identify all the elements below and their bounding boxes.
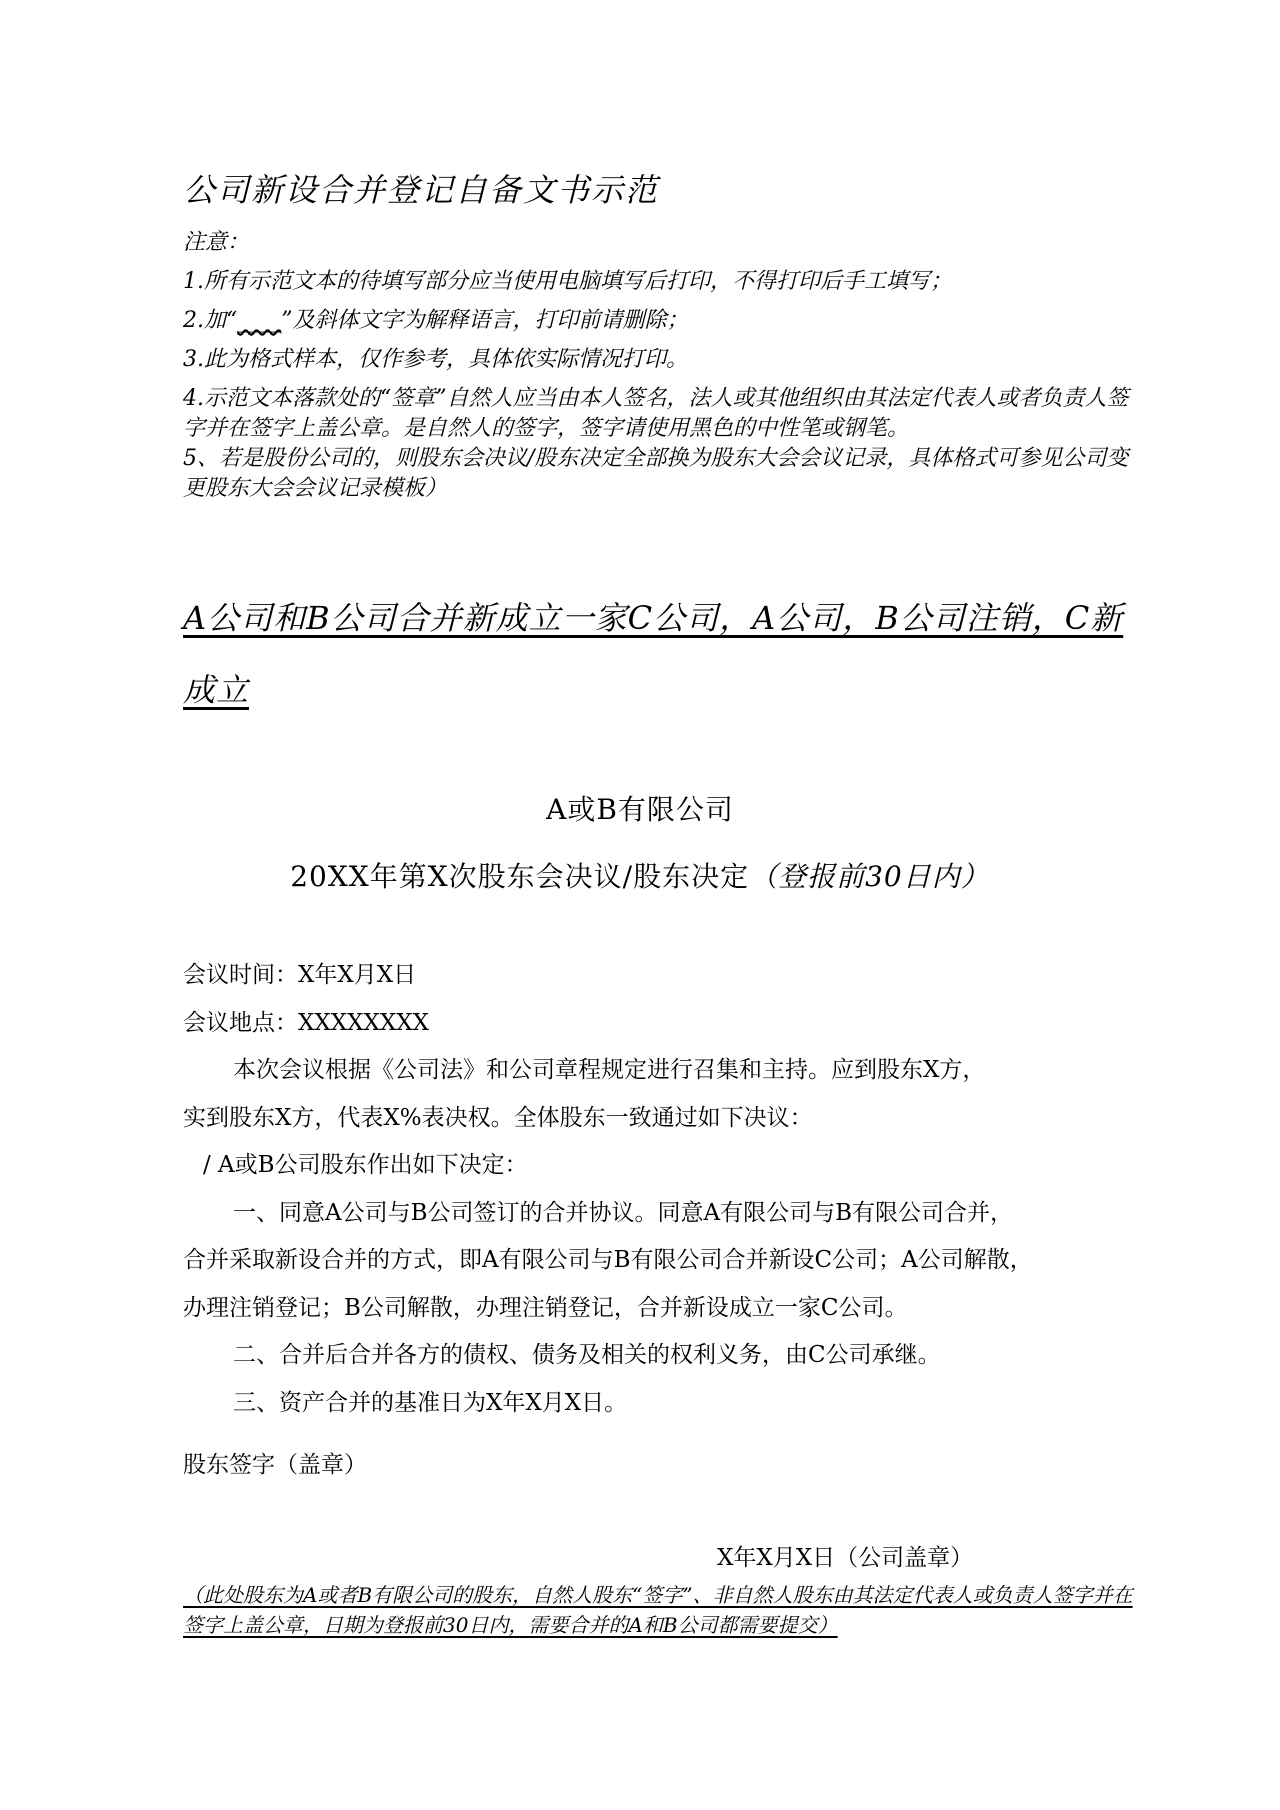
note-1: 1.所有示范文本的待填写部分应当使用电脑填写后打印，不得打印后手工填写； [183, 269, 952, 294]
note-2 [183, 306, 1133, 336]
resolution-title-hint: （登报前30日内） [749, 860, 990, 893]
item-1-line-1: 一、同意A公司与B公司签订的合并协议。同意A有限公司与B有限公司合并， [233, 1199, 1014, 1226]
resolution-title [0, 855, 1280, 895]
note-2-prefix: 2.加“ [183, 308, 238, 333]
note-2-blank: ____ [237, 308, 282, 333]
item-3: 三、资产合并的基准日为X年X月X日。 [233, 1389, 628, 1416]
meeting-place: 会议地点：XXXXXXXX [183, 1009, 429, 1036]
item-1-line-2: 合并采取新设合并的方式，即A有限公司与B有限公司合并新设C公司；A公司解散， [183, 1247, 1033, 1273]
note-3: 3.此为格式样本，仅作参考，具体依实际情况打印。 [183, 347, 688, 372]
note-2-suffix: ”及斜体文字为解释语言，打印前请删除； [281, 308, 689, 333]
meeting-time: 会议时间：X年X月X日 [183, 962, 417, 988]
item-1-line-3: 办理注销登记；B公司解散，办理注销登记，合并新设成立一家C公司。 [183, 1294, 908, 1321]
resolution-body [183, 952, 1113, 1427]
scenario-heading: A公司和B公司合并新成立一家C公司，A公司，B公司注销，C新成立 [183, 599, 1124, 709]
notes-section [183, 228, 1133, 504]
company-name: A或B有限公司 [546, 793, 734, 826]
signature-label: 股东签字（盖章） [183, 1452, 367, 1478]
note-4: 4.示范文本落款处的“签章”自然人应当由本人签名，法人或其他组织由其法定代表人或者负责人签字并在签字上盖公章。是自然人的签字，签字请使用黑色的中性笔或钢笔。 [183, 386, 1129, 441]
note-5: 5、若是股份公司的，则股东会决议/股东决定全部换为股东大会会议记录，具体格式可参见公司变更股东大会会议记录模板） [183, 446, 1129, 501]
resolution-title-text: 20XX年第X次股东会决议/股东决定 [290, 860, 750, 893]
alternative-decision-line: / A或B公司股东作出如下决定： [203, 1152, 528, 1178]
footnote: （此处股东为A或者B有限公司的股东，自然人股东“签字”、非自然人股东由其法定代表人或负责人签字并在签字上盖公章，日期为登报前30日内，需要合并的A和B公司都需要提交） [183, 1583, 1133, 1637]
document-title: 公司新设合并登记自备文书示范 [183, 171, 660, 209]
notes-heading: 注意： [183, 230, 250, 255]
intro-line-1: 本次会议根据《公司法》和公司章程规定进行召集和主持。应到股东X方， [233, 1057, 986, 1083]
item-2: 二、合并后合并各方的债权、债务及相关的权利义务，由C公司承继。 [233, 1342, 941, 1368]
intro-line-2: 实到股东X方，代表X%表决权。全体股东一致通过如下决议： [183, 1104, 813, 1131]
date-stamp: X年X月X日（公司盖章） [717, 1545, 974, 1571]
